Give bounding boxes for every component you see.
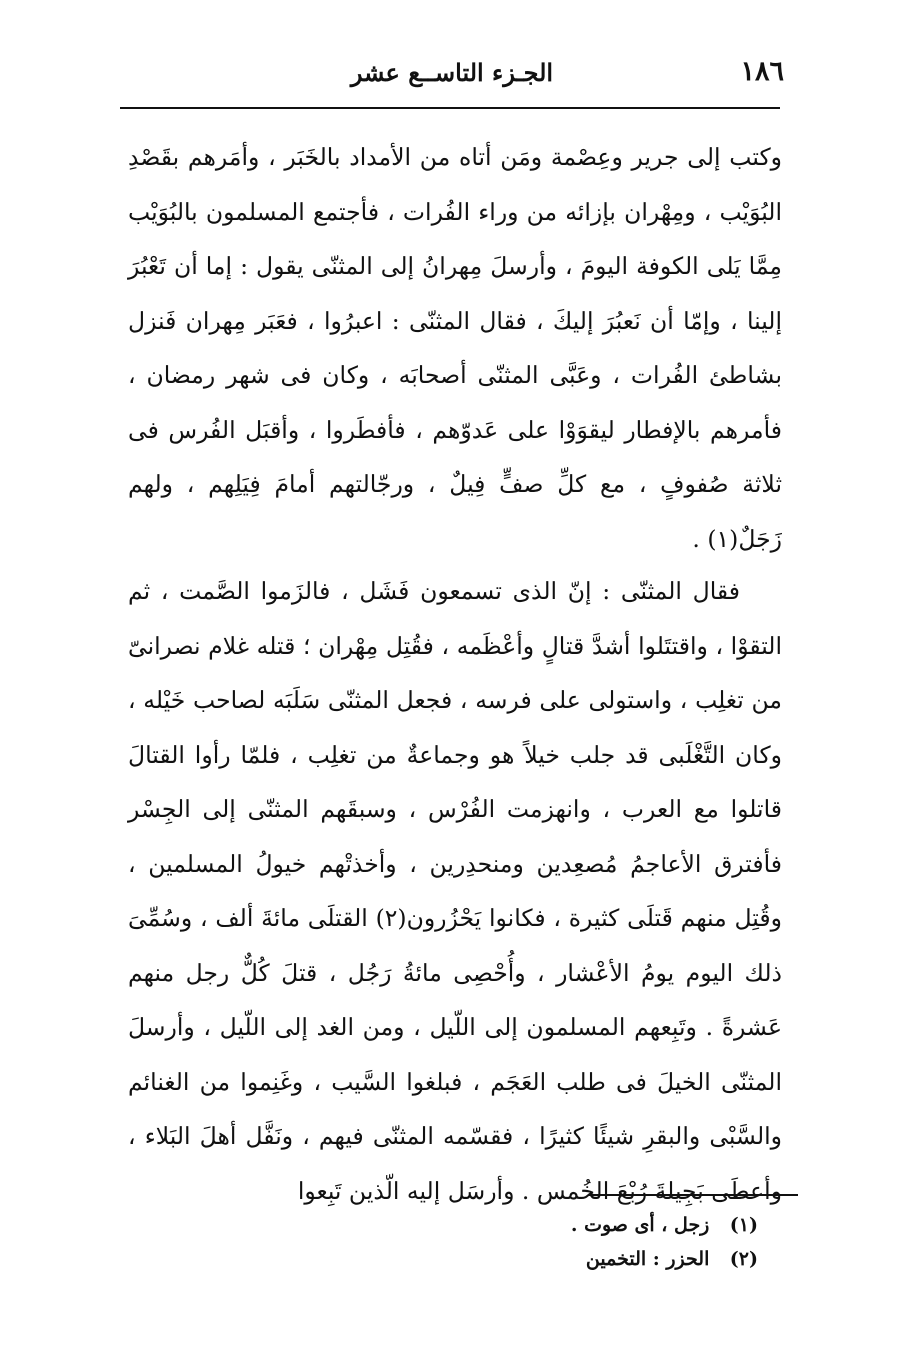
paragraph-1 bbox=[128, 130, 782, 566]
running-title: الجـزء التاســع عشر bbox=[350, 58, 554, 87]
footnote-text: الحزر : التخمين bbox=[585, 1248, 710, 1270]
page-number: ١٨٦ bbox=[740, 56, 784, 87]
footnote-text: زجل ، أى صوت . bbox=[570, 1214, 710, 1236]
paragraph-2 bbox=[128, 564, 782, 1218]
footnote-number: (١) bbox=[729, 1214, 758, 1236]
paragraph-text: فقال المثنّى : إنّ الذى تسمعون فَشَل ، فالزَموا الصَّمت ، ثم التقوْا ، واقتتَلوا أشدَّ قتالٍ وأعْظَمه ، فقُتِل مِهْران ؛ قتله غلام نصرانىّ من تغلِب ، واستولى على فرسه ، فجعل المثنّى سَلَبَه لصاحب خَيْله ، وكان التَّغْلَبى قد جلب خيلاً هو وجماعةٌ من تغلِب ، فلمّا رأوا القتالَ قاتلوا مع العرب ، وانهزمت الفُرْس ، وسبقَهم المثنّى إلى الجِسْر فأفترق الأعاجمُ مُصعِدين ومنحدِرين ، وأخذتْهم خيولُ المسلمين ، وقُتِل منهم قَتلَى كثيرة ، فكانوا يَحْزُرون(٢) القتلَى مائةَ ألف ، وسُمِّىَ ذلك اليوم يومُ الأعْشار ، وأُحْصِى مائةُ رَجُل ، قتلَ كُلٌّ رجل منهم عَشرةً . وتَبِعهم المسلمون إلى اللّيل ، ومن الغد إلى اللّيل ، وأرسلَ المثنّى الخيلَ فى طلب العَجَم ، فبلغوا السَّيب ، وغَنِموا من الغنائم والسَّبْى والبقرِ شيئًا كثيرًا ، فقسّمه المثنّى فيهم ، ونَفَّل أهلَ البَلاء ، وأعطَى بَجِيلةَ رُبْعَ الخُمس . وأرسَل إليه الّذين تَبِعوا bbox=[128, 577, 782, 1205]
page-header bbox=[120, 46, 784, 106]
footnotes bbox=[300, 1208, 758, 1276]
footnote-1 bbox=[300, 1208, 758, 1242]
footnote-number: (٢) bbox=[729, 1248, 758, 1270]
header-rule bbox=[120, 107, 780, 109]
footnote-2 bbox=[300, 1242, 758, 1276]
footnote-rule bbox=[588, 1194, 798, 1196]
paragraph-text: وكتب إلى جرير وعِصْمة ومَن أتاه من الأمداد بالخَبَر ، وأمَرهم بقَصْدِ البُوَيْب ، ومِهْران بإزائه من وراء الفُرات ، فأجتمع المسلمون بالبُوَيْب مِمَّا يَلى الكوفة اليومَ ، وأرسلَ مِهرانُ إلى المثنّى يقول : إما أن تَعْبُرَ إلينا ، وإمّا أن نَعبُرَ إليكَ ، فقال المثنّى : اعبرُوا ، فعَبَر مِهران فَنزل بشاطئ الفُرات ، وعَبَّى المثنّى أصحابَه ، وكان فى شهر رمضان ، فأمرهم بالإفطار ليقوَوْا على عَدوّهم ، فأفطَروا ، وأقبَل الفُرس فى ثلاثة صُفوفٍ ، مع كلِّ صفٍّ فِيلٌ ، ورجّالتهم أمامَ فِيَلِهم ، ولهم زَجَلٌ(١) . bbox=[128, 143, 782, 553]
